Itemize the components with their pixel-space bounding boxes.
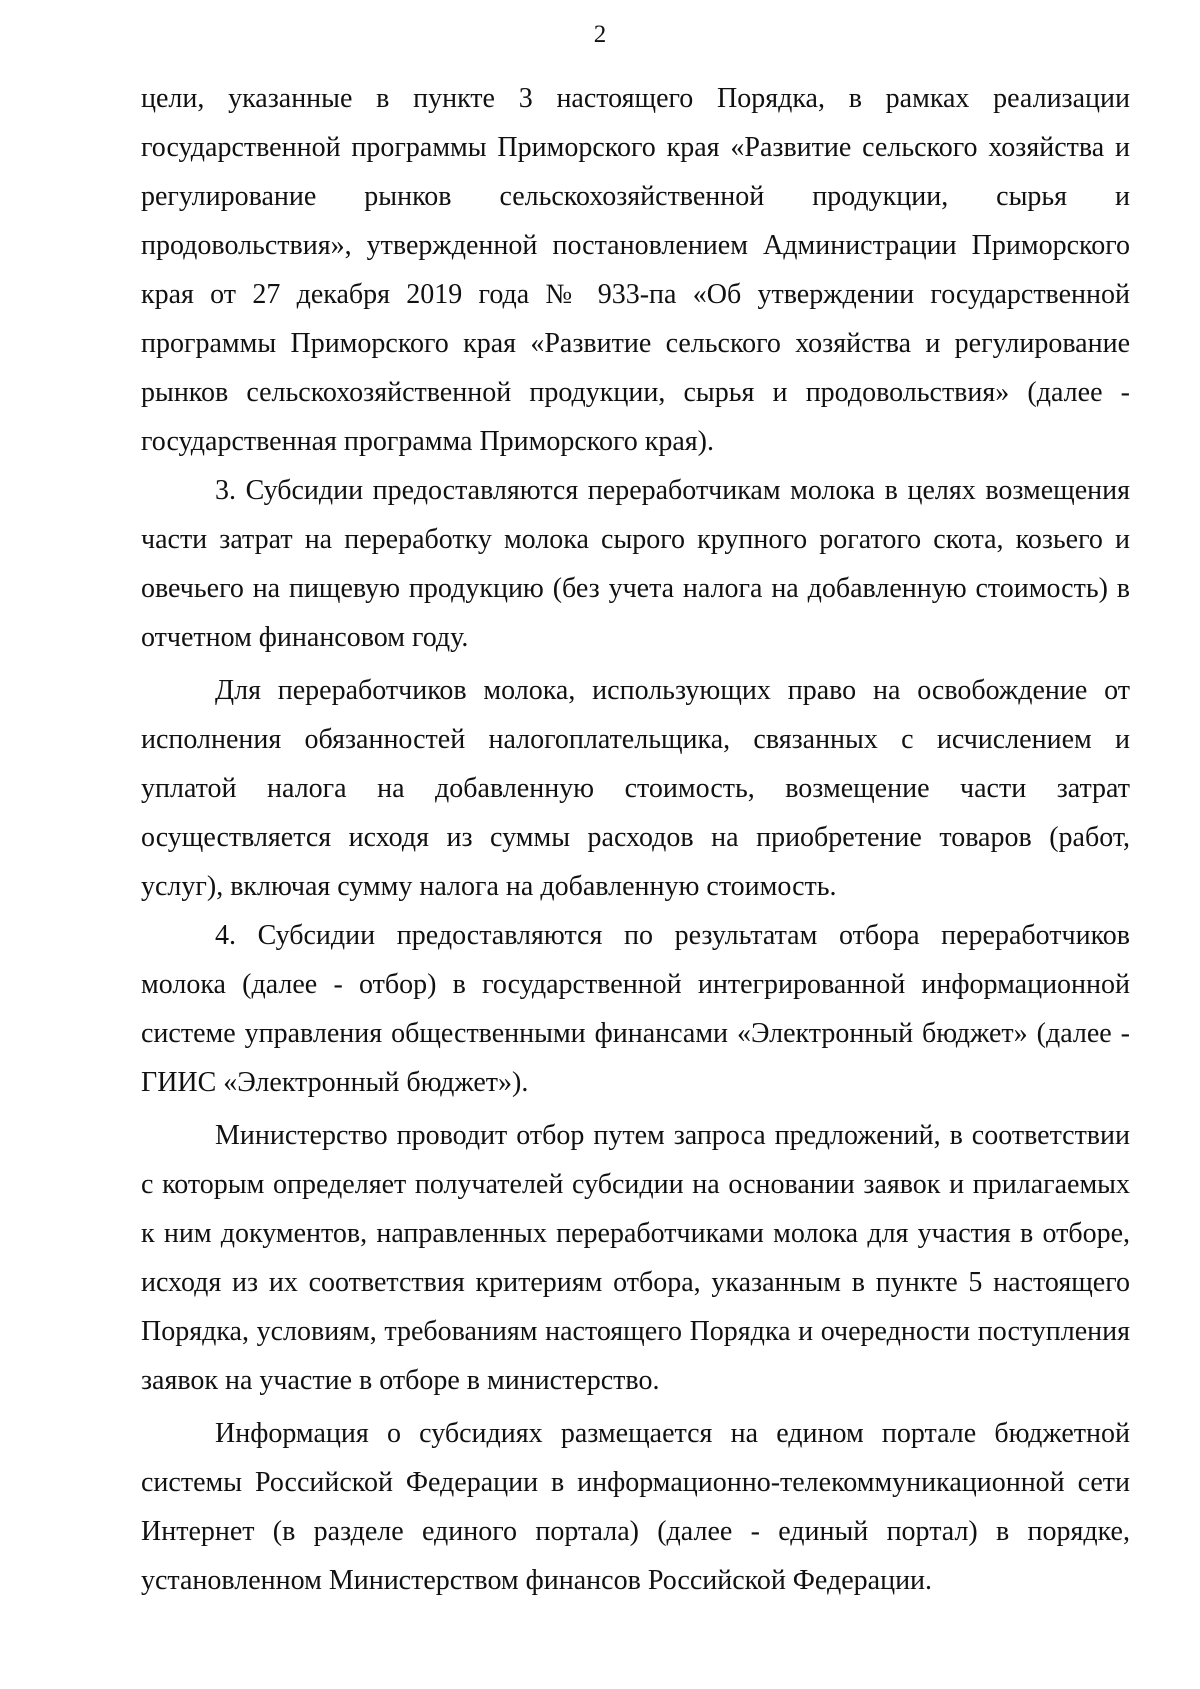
page-number: 2 — [593, 21, 607, 48]
paragraph-continuation: цели, указанные в пункте 3 настоящего Порядка, в рамках реализации государственной программы Приморского края «Развитие сельского хозяйства и регулирование рынков сельскохозяйственной продукции, сырья и продовольствия», утвержденной постановлением Администрации Приморского края от 27 декабря 2019 года № 933-па «Об утверждении государственной программы Приморского края «Развитие сельского хозяйства и регулирование рынков сельскохозяйственной продукции, сырья и продовольствия» (далее - государственная программа Приморского края). — [141, 83, 1130, 457]
paragraph-selection-procedure: Министерство проводит отбор путем запроса предложений, в соответствии с которым определяет получателей субсидии на основании заявок и прилагаемых к ним документов, направленных переработчиками молока для участия в отборе, исходя из их соответствия критериям отбора, указанным в пункте 5 настоящего Порядка, условиям, требованиям настоящего Порядка и очередности поступления заявок на участие в отборе в министерство. — [141, 1120, 1130, 1396]
paragraph-item-3: 3. Субсидии предоставляются переработчикам молока в целях возмещения части затрат на переработку молока сырого крупного рогатого скота, козьего и овечьего на пищевую продукцию (без учета налога на добавленную стоимость) в отчетном финансовом году. — [141, 475, 1130, 653]
paragraph-portal-info: Информация о субсидиях размещается на едином портале бюджетной системы Российской Федерации в информационно-телекоммуникационной сети Интернет (в разделе единого портала) (далее - единый портал) в порядке, установленном Министерством финансов Российской Федерации. — [141, 1418, 1130, 1596]
paragraph-item-4: 4. Субсидии предоставляются по результатам отбора переработчиков молока (далее - отбор) в государственной интегрированной информационной системе управления общественными финансами «Электронный бюджет» (далее - ГИИС «Электронный бюджет»). — [141, 920, 1130, 1098]
paragraph-vat-exemption: Для переработчиков молока, использующих право на освобождение от исполнения обязанностей налогоплательщика, связанных с исчислением и уплатой налога на добавленную стоимость, возмещение части затрат осуществляется исходя из суммы расходов на приобретение товаров (работ, услуг), включая сумму налога на добавленную стоимость. — [141, 675, 1130, 902]
document-body — [141, 74, 1130, 1605]
